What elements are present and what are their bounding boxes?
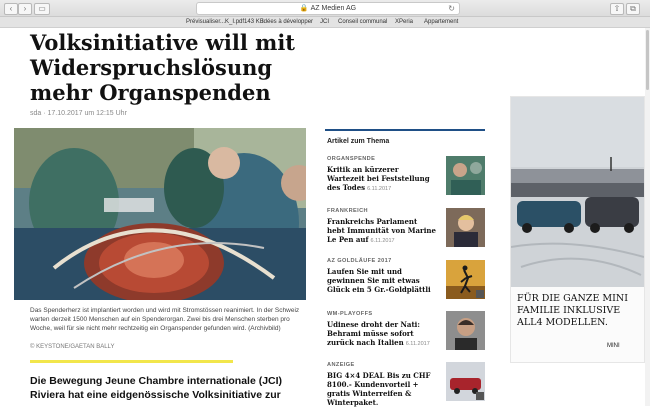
address-text: AZ Medien AG — [310, 5, 357, 12]
scrollbar-thumb[interactable] — [646, 30, 649, 90]
related-title: Kritik an kürzerer Wartezeit bei Feststellung des Todes — [327, 165, 430, 192]
bookmark-item[interactable]: Prévisualiser...K_I.pdf143 KB — [186, 19, 264, 25]
related-kicker: AZ GOLDLÄUFE 2017 — [327, 258, 392, 264]
photo-caption: Das Spenderherz ist implantiert worden und wird mit Stromstössen reanimiert. In der Schweiz warten derzeit 1500 Menschen auf ein Spenderorgan. Zwei bis drei Menschen sterben pro Woche, weil für sie nicht mehr rechtzeitig ein Organspender gefunden wird. (Archivbild) — [30, 307, 300, 332]
bookmark-item[interactable]: JCI — [320, 19, 329, 25]
related-thumbnail[interactable] — [446, 311, 485, 350]
related-kicker: WM-PLAYOFFS — [327, 311, 373, 317]
related-kicker: FRANKREICH — [327, 208, 368, 214]
ad-thumbnail[interactable] — [446, 362, 485, 401]
ad-text: FÜR DIE GANZE MINI FAMILIE INKLUSIVE ALL4 MODELLEN. — [517, 293, 628, 328]
lock-icon: 🔒 — [299, 5, 309, 12]
related-kicker: ORGANSPENDE — [327, 156, 376, 162]
article-lead: Die Bewegung Jeune Chambre internationale (JCI) Riviera hat eine eidgenössische Volksinitiative zur — [30, 375, 283, 401]
article-headline: Volksinitiative will mit Widerspruchslösung mehr Organspenden — [30, 30, 296, 105]
forward-button[interactable]: › — [18, 3, 32, 15]
tabs-icon[interactable]: ⧉ — [626, 3, 640, 15]
related-thumbnail[interactable] — [446, 260, 485, 299]
related-date: 6.11.2017 — [370, 238, 395, 244]
related-date: 6.11.2017 — [367, 186, 392, 192]
back-button[interactable]: ‹ — [4, 3, 18, 15]
related-title: Udinese droht der Nati: Behrami müsse sofort zurück nach Italien — [327, 320, 420, 347]
sidebar-toggle-icon[interactable]: ▭ — [34, 3, 50, 15]
related-link[interactable] — [327, 267, 437, 294]
article-meta: sda · 17.10.2017 um 12:15 Uhr — [30, 110, 127, 117]
related-title: Laufen Sie mit und gewinnen Sie mit etwas Glück ein 5 Gr.-Goldplättli — [327, 267, 431, 294]
photo-credit: © KEYSTONE/GAETAN BALLY — [30, 344, 115, 350]
bookmarks-bar — [0, 17, 650, 28]
related-link[interactable] — [327, 217, 437, 246]
related-thumbnail[interactable] — [446, 208, 485, 247]
ad-title: BIG 4×4 DEAL Bis zu CHF 8100.- Kundenvorteil + gratis Winterreifen & Winterpaket. — [327, 371, 431, 407]
ad-kicker: ANZEIGE — [327, 362, 355, 368]
ad-link[interactable] — [327, 371, 437, 407]
bookmark-item[interactable]: Idées à développer — [262, 19, 314, 25]
related-title: Frankreichs Parlament hebt Immunität von Marine Le Pen auf — [327, 217, 436, 244]
divider — [30, 360, 233, 363]
bookmark-item[interactable]: XPeria — [395, 19, 414, 25]
browser-toolbar — [0, 0, 650, 17]
related-date: 6.11.2017 — [405, 341, 430, 347]
related-link[interactable] — [327, 320, 437, 349]
address-bar[interactable] — [196, 2, 460, 15]
article-photo[interactable] — [14, 128, 306, 300]
sidebar-title: Artikel zum Thema — [327, 138, 390, 145]
mini-ad[interactable] — [510, 96, 645, 363]
sidebar-divider — [325, 129, 485, 131]
share-icon[interactable]: ⇧ — [610, 3, 624, 15]
mini-logo: MINI — [607, 343, 620, 349]
related-thumbnail[interactable] — [446, 156, 485, 195]
bookmark-item[interactable]: Conseil communal — [338, 19, 388, 25]
bookmark-item[interactable]: Appartement — [424, 19, 459, 25]
related-link[interactable] — [327, 165, 437, 194]
reload-icon[interactable]: ↻ — [448, 4, 455, 13]
